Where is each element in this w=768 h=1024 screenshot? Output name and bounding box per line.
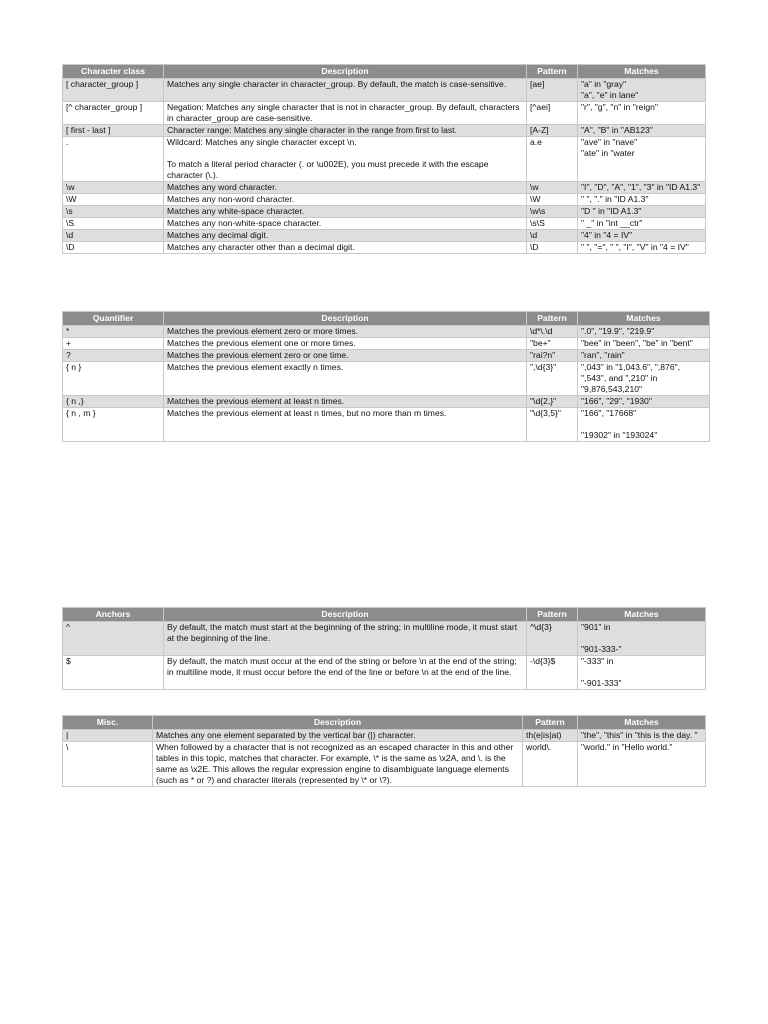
cell-matches: "I", "D", "A", "1", "3" in "ID A1.3" <box>578 182 706 194</box>
table-row <box>63 125 706 137</box>
cell-description: When followed by a character that is not recognized as an escaped character in this and other tables in this topic, matches that character. For example, \* is the same as \x2A, and \. is the same as \x2E. This allows the regular expression engine to disambiguate language elements (such as * or ?) and character literals (represented by \* or \?). <box>153 742 523 787</box>
cell-token: [ first - last ] <box>63 125 164 137</box>
table-row <box>63 182 706 194</box>
table-header-row <box>63 65 706 79</box>
cell-token: ^ <box>63 622 164 656</box>
cell-matches: ".0", "19.9", "219.9" <box>578 326 710 338</box>
quantifier-table <box>62 311 710 442</box>
cell-token: * <box>63 326 164 338</box>
cell-pattern: \w\s <box>527 206 578 218</box>
cell-matches: "4" in "4 = IV" <box>578 230 706 242</box>
cell-description: Matches any character other than a decimal digit. <box>164 242 527 254</box>
cell-matches: "901" in "901-333-" <box>578 622 706 656</box>
cell-description: Wildcard: Matches any single character except \n. To match a literal period character (. or \u002E), you must precede it with the escape character (\.). <box>164 137 527 182</box>
table-row <box>63 396 710 408</box>
cell-token: { n ,} <box>63 396 164 408</box>
cell-matches: "D " in "ID A1.3" <box>578 206 706 218</box>
cell-pattern: ^\d{3} <box>527 622 578 656</box>
cell-description: By default, the match must occur at the end of the string or before \n at the end of the string; in multiline mode, it must occur before the end of the line or before \n at the end of the line. <box>164 656 527 690</box>
cell-pattern: [A-Z] <box>527 125 578 137</box>
cell-matches: "166", "17668" "19302" in "193024" <box>578 408 710 442</box>
header-pattern: Pattern <box>527 65 578 79</box>
cell-token: + <box>63 338 164 350</box>
cell-pattern: -\d{3}$ <box>527 656 578 690</box>
cell-pattern: \s\S <box>527 218 578 230</box>
cell-matches: " _" in "int __ctr" <box>578 218 706 230</box>
cell-pattern: "\d{2,}" <box>527 396 578 408</box>
cell-description: Matches any decimal digit. <box>164 230 527 242</box>
cell-description: Matches any single character in character_group. By default, the match is case-sensitive. <box>164 79 527 102</box>
table-row <box>63 408 710 442</box>
table-row <box>63 326 710 338</box>
cell-matches: "166", "29", "1930" <box>578 396 710 408</box>
cell-token: ? <box>63 350 164 362</box>
cell-matches: "world." in "Hello world." <box>578 742 706 787</box>
table-row <box>63 206 706 218</box>
header-anchors: Anchors <box>63 608 164 622</box>
table-row <box>63 338 710 350</box>
cell-matches: ",043" in "1,043.6", ",876", ",543", and ",210" in "9,876,543,210" <box>578 362 710 396</box>
table-header-row <box>63 716 706 730</box>
table-row <box>63 218 706 230</box>
anchors-table <box>62 607 706 690</box>
cell-pattern: [^aei] <box>527 102 578 125</box>
table-row <box>63 230 706 242</box>
header-description: Description <box>164 608 527 622</box>
cell-pattern: "\d{3,5}" <box>527 408 578 442</box>
cell-description: Matches the previous element one or more times. <box>164 338 527 350</box>
header-description: Description <box>153 716 523 730</box>
header-pattern: Pattern <box>523 716 578 730</box>
cell-token: { n } <box>63 362 164 396</box>
cell-pattern: ",\d{3}" <box>527 362 578 396</box>
cell-matches: "A", "B" in "AB123" <box>578 125 706 137</box>
table-row <box>63 622 706 656</box>
cell-description: Matches any one element separated by the vertical bar (|) character. <box>153 730 523 742</box>
cell-matches: "-333" in "-901-333" <box>578 656 706 690</box>
header-matches: Matches <box>578 608 706 622</box>
table-row <box>63 742 706 787</box>
cell-matches: "the", "this" in "this is the day. " <box>578 730 706 742</box>
header-character-class: Character class <box>63 65 164 79</box>
header-description: Description <box>164 65 527 79</box>
cell-token: \W <box>63 194 164 206</box>
table-row <box>63 79 706 102</box>
cell-token: \D <box>63 242 164 254</box>
cell-pattern: a.e <box>527 137 578 182</box>
cell-matches: "bee" in "been", "be" in "bent" <box>578 338 710 350</box>
cell-description: Character range: Matches any single character in the range from first to last. <box>164 125 527 137</box>
cell-description: Matches the previous element at least n times. <box>164 396 527 408</box>
cell-description: Matches the previous element at least n times, but no more than m times. <box>164 408 527 442</box>
cell-pattern: [ae] <box>527 79 578 102</box>
cell-pattern: \W <box>527 194 578 206</box>
table-header-row <box>63 312 710 326</box>
table-row <box>63 362 710 396</box>
table-row <box>63 102 706 125</box>
cell-token: [^ character_group ] <box>63 102 164 125</box>
cell-description: Matches any white-space character. <box>164 206 527 218</box>
header-matches: Matches <box>578 716 706 730</box>
table-row <box>63 730 706 742</box>
cell-description: Matches the previous element exactly n times. <box>164 362 527 396</box>
cell-token: \s <box>63 206 164 218</box>
cell-token: \S <box>63 218 164 230</box>
cell-pattern: world\. <box>523 742 578 787</box>
header-misc: Misc. <box>63 716 153 730</box>
table-row <box>63 137 706 182</box>
table-row <box>63 194 706 206</box>
table-header-row <box>63 608 706 622</box>
cell-pattern: "rai?n" <box>527 350 578 362</box>
table-row <box>63 656 706 690</box>
table-row <box>63 350 710 362</box>
cell-pattern: \w <box>527 182 578 194</box>
cell-token: { n , m } <box>63 408 164 442</box>
cell-matches: "ran", "rain" <box>578 350 710 362</box>
cell-description: Matches the previous element zero or one time. <box>164 350 527 362</box>
cell-token: [ character_group ] <box>63 79 164 102</box>
table-row <box>63 242 706 254</box>
cell-token: \w <box>63 182 164 194</box>
header-matches: Matches <box>578 65 706 79</box>
cell-pattern: \D <box>527 242 578 254</box>
cell-description: Matches any non-word character. <box>164 194 527 206</box>
cell-token: | <box>63 730 153 742</box>
header-description: Description <box>164 312 527 326</box>
cell-matches: "a" in "gray" "a", "e" in lane" <box>578 79 706 102</box>
cell-description: Matches any word character. <box>164 182 527 194</box>
header-quantifier: Quantifier <box>63 312 164 326</box>
cell-matches: " ", "=", " ", "I", "V" in "4 = IV" <box>578 242 706 254</box>
cell-pattern: "be+" <box>527 338 578 350</box>
cell-pattern: \d*\.\d <box>527 326 578 338</box>
cell-description: Matches any non-white-space character. <box>164 218 527 230</box>
cell-matches: "r", "g", "n" in "reign" <box>578 102 706 125</box>
cell-matches: " ", "." in "ID A1.3" <box>578 194 706 206</box>
cell-description: Matches the previous element zero or more times. <box>164 326 527 338</box>
misc-table <box>62 715 706 787</box>
cell-pattern: th(e|is|at) <box>523 730 578 742</box>
header-pattern: Pattern <box>527 312 578 326</box>
cell-token: \ <box>63 742 153 787</box>
cell-pattern: \d <box>527 230 578 242</box>
cell-token: $ <box>63 656 164 690</box>
cell-token: \d <box>63 230 164 242</box>
header-matches: Matches <box>578 312 710 326</box>
cell-description: Negation: Matches any single character that is not in character_group. By default, characters in character_group are case-sensitive. <box>164 102 527 125</box>
header-pattern: Pattern <box>527 608 578 622</box>
cell-description: By default, the match must start at the beginning of the string; in multiline mode, it must start at the beginning of the line. <box>164 622 527 656</box>
cell-matches: "ave" in "nave" "ate" in "water <box>578 137 706 182</box>
cell-token: . <box>63 137 164 182</box>
character-class-table <box>62 64 706 254</box>
